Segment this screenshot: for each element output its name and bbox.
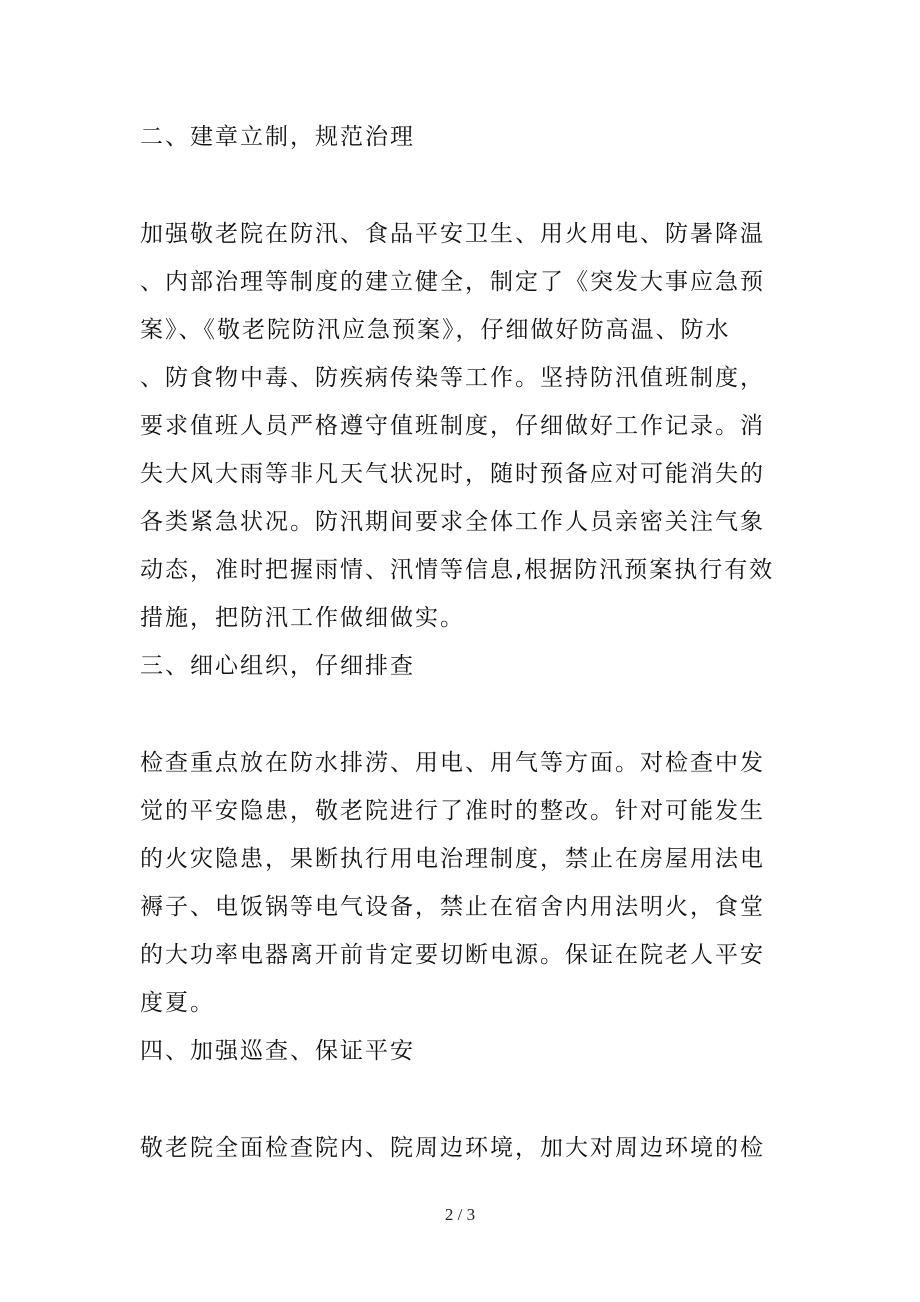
- section-heading-3: 三、细心组织，仔细排查: [140, 653, 415, 679]
- paragraph-line: 敬老院全面检查院内、院周边环境，加大对周边环境的检: [140, 1135, 765, 1161]
- paragraph-line: 度夏。: [140, 990, 215, 1016]
- paragraph-line: 措施，把防汛工作做细做实。: [140, 605, 465, 631]
- section-heading-4: 四、加强巡查、保证平安: [140, 1038, 415, 1064]
- paragraph-line: 的大功率电器离开前肯定要切断电源。保证在院老人平安: [140, 942, 765, 968]
- paragraph-line: 、内部治理等制度的建立健全，制定了《突发大事应急预: [140, 269, 765, 295]
- paragraph-line: 觉的平安隐患，敬老院进行了准时的整改。针对可能发生: [140, 798, 765, 824]
- paragraph-line: 动态，准时把握雨情、汛情等信息,根据防汛预案执行有效: [140, 557, 775, 583]
- paragraph-line: 、防食物中毒、防疾病传染等工作。坚持防汛值班制度，: [140, 365, 765, 391]
- paragraph-line: 加强敬老院在防汛、食品平安卫生、用火用电、防暑降温: [140, 221, 765, 247]
- paragraph-line: 案》、《敬老院防汛应急预案》，仔细做好防高温、防水: [140, 317, 731, 343]
- paragraph-line: 要求值班人员严格遵守值班制度，仔细做好工作记录。消: [140, 413, 765, 439]
- section-heading-2: 二、建章立制，规范治理: [140, 124, 415, 150]
- paragraph-line: 检查重点放在防水排涝、用电、用气等方面。对检查中发: [140, 750, 765, 776]
- paragraph-line: 各类紧急状况。防汛期间要求全体工作人员亲密关注气象: [140, 509, 765, 535]
- paragraph-line: 失大风大雨等非凡天气状况时，随时预备应对可能消失的: [140, 461, 765, 487]
- page-number: 2 / 3: [444, 1205, 476, 1224]
- paragraph-line: 的火灾隐患，果断执行用电治理制度，禁止在房屋用法电: [140, 846, 765, 872]
- paragraph-line: 褥子、电饭锅等电气设备，禁止在宿舍内用法明火，食堂: [140, 894, 765, 920]
